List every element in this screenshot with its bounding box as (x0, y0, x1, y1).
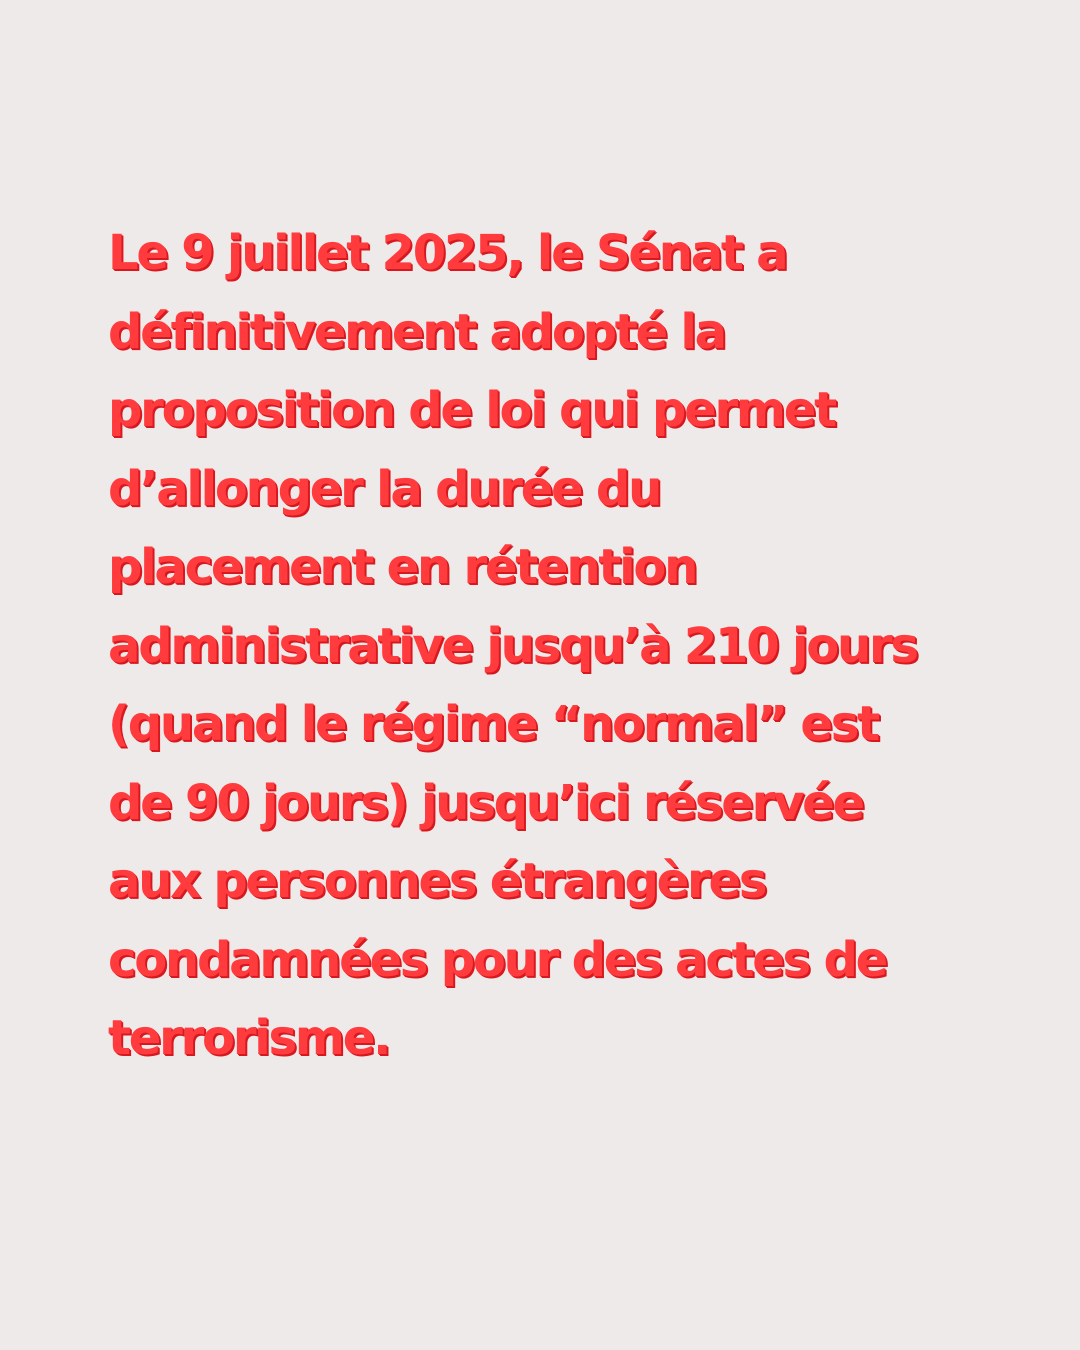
statement-line: définitivement adopté la (108, 303, 725, 360)
statement-line: d’allonger la durée du (108, 460, 661, 517)
statement-line: proposition de loi qui permet (108, 382, 835, 438)
statement-line: administrative jusqu’à 210 jours (108, 617, 917, 674)
statement-line: condamnées pour des actes de (108, 931, 886, 988)
statement-line: aux personnes étrangères (108, 853, 766, 909)
statement-line: placement en rétention (108, 539, 697, 595)
statement-line: Le 9 juillet 2025, le Sénat a (108, 225, 787, 281)
statement-line: terrorisme. (108, 1010, 390, 1066)
statement-text (108, 214, 1048, 1078)
statement-line: de 90 jours) jusqu’ici réservée (108, 774, 863, 831)
statement-line: (quand le régime “normal” est (108, 696, 878, 752)
